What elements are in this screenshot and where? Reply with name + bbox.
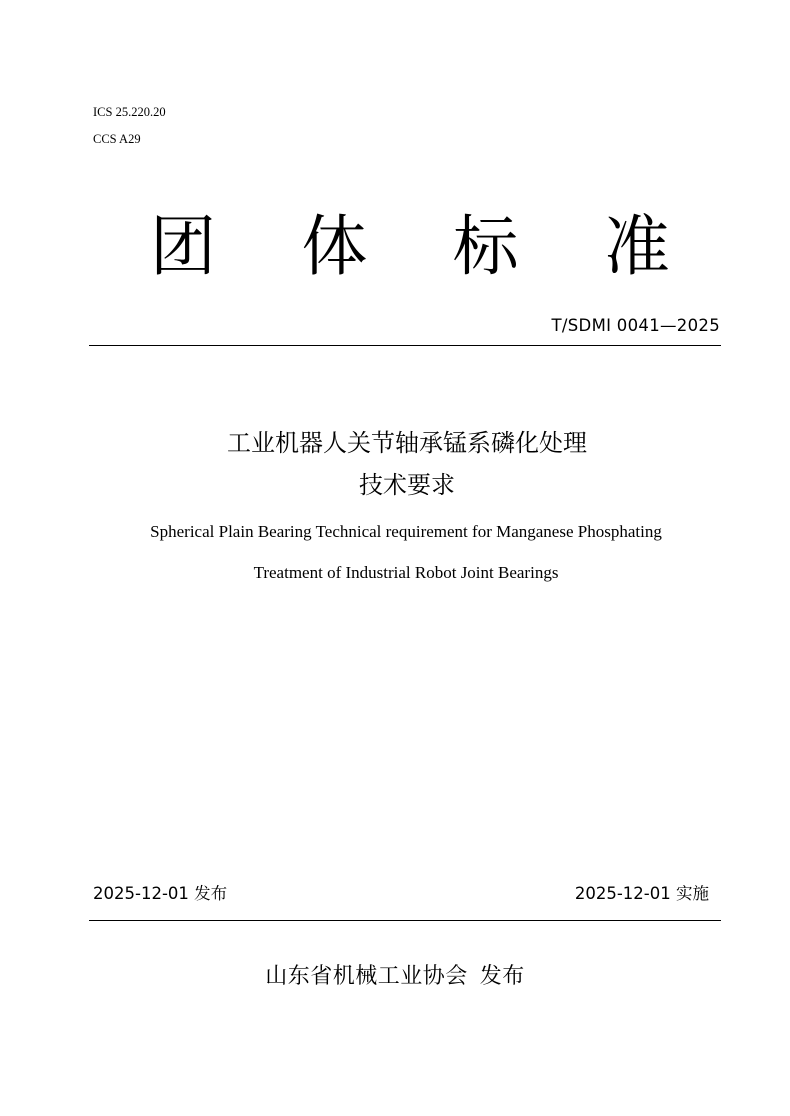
implementation-date: 2025-12-01 实施 xyxy=(574,884,709,903)
title-cn-line2: 技术要求 xyxy=(359,471,455,499)
publisher-action: 发布 xyxy=(479,964,525,989)
publisher xyxy=(0,962,790,992)
title-cn-line1: 工业机器人关节轴承锰系磷化处理 xyxy=(227,429,587,457)
standard-type-char: 准 xyxy=(603,211,670,284)
top-divider xyxy=(89,345,721,346)
bottom-divider xyxy=(89,920,721,921)
standard-type-char: 体 xyxy=(301,211,368,284)
standard-type-char: 标 xyxy=(452,211,519,284)
standard-number: T/SDMI 0041—2025 xyxy=(551,316,720,335)
standard-type-char: 团 xyxy=(150,211,216,284)
ccs-code: CCS A29 xyxy=(93,132,141,146)
title-en-line2: Treatment of Industrial Robot Joint Bearings xyxy=(253,563,559,582)
ics-code: ICS 25.220.20 xyxy=(93,105,166,119)
standard-type-title xyxy=(150,208,670,288)
title-en-line1: Spherical Plain Bearing Technical requirement for Manganese Phosphating xyxy=(150,522,662,541)
publisher-name: 山东省机械工业协会 xyxy=(265,964,468,989)
release-date: 2025-12-01 发布 xyxy=(93,884,228,903)
